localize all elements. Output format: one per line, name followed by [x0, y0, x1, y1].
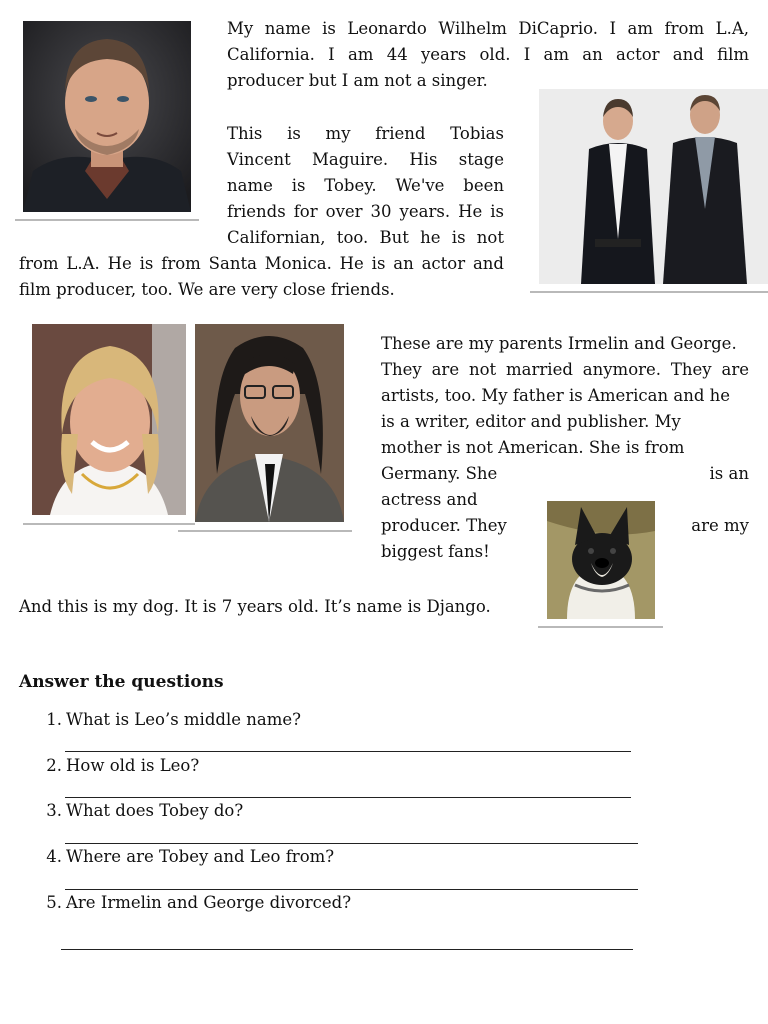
parents-germany-left: Germany. She [381, 464, 498, 483]
answer-line[interactable] [65, 889, 638, 890]
question-number: 5. [46, 893, 62, 912]
intro-line: California. I am 44 years old. I am an actor and film [227, 45, 749, 64]
friend-line: film producer, too. We are very close friends. [19, 280, 395, 299]
parents-line: These are my parents Irmelin and George. [381, 334, 737, 353]
question-text: How old is Leo? [66, 756, 200, 775]
george-father-photo [195, 324, 344, 522]
friend-line: name is Tobey. We've been [227, 176, 504, 195]
friend-paragraph-continued [19, 251, 504, 303]
tobey-and-leo-photo [539, 89, 768, 284]
question-text: What is Leo’s middle name? [66, 710, 301, 729]
question-text: Where are Tobey and Leo from? [66, 847, 335, 866]
parents-line: is a writer, editor and publisher. My [381, 412, 681, 431]
photo-underline [15, 219, 199, 221]
leonardo-portrait-photo [23, 21, 191, 212]
parents-producer-right: are my [691, 516, 749, 535]
intro-paragraph [227, 16, 749, 94]
question-item [38, 710, 301, 729]
photo-underline [23, 523, 195, 525]
parents-line-actress [381, 487, 478, 513]
friend-line: friends for over 30 years. He is [227, 202, 504, 221]
question-number: 1. [46, 710, 62, 729]
parents-paragraph [381, 331, 749, 461]
questions-title: Answer the questions [19, 672, 224, 692]
parents-fans: biggest fans! [381, 542, 490, 561]
friend-line: This is my friend Tobias [227, 124, 504, 143]
parents-line-fans [381, 539, 490, 565]
answer-line[interactable] [65, 843, 638, 844]
answer-line[interactable] [65, 797, 631, 798]
question-item [38, 893, 351, 912]
photo-underline [178, 530, 352, 532]
question-item [38, 801, 243, 820]
intro-line: My name is Leonardo Wilhelm DiCaprio. I am from L.A, [227, 19, 749, 38]
dog-sentence: And this is my dog. It is 7 years old. It’s name is Django. [19, 597, 491, 616]
friend-line: from L.A. He is from Santa Monica. He is an actor and [19, 254, 504, 273]
django-dog-photo [547, 501, 655, 619]
parents-producer-left: producer. They [381, 516, 507, 535]
photo-underline [538, 626, 663, 628]
intro-line: producer but I am not a singer. [227, 71, 488, 90]
question-number: 3. [46, 801, 62, 820]
parents-line: artists, too. My father is American and he [381, 386, 731, 405]
parents-actress: actress and [381, 490, 478, 509]
parents-line: mother is not American. She is from [381, 438, 685, 457]
friend-line: Californian, too. But he is not [227, 228, 504, 247]
answer-line[interactable] [65, 751, 631, 752]
parents-line: They are not married anymore. They are [381, 360, 749, 379]
photo-underline [530, 291, 768, 293]
question-text: Are Irmelin and George divorced? [66, 893, 352, 912]
parents-line-germany [381, 461, 749, 487]
question-number: 4. [46, 847, 62, 866]
question-item [38, 756, 199, 775]
answer-line[interactable] [61, 949, 633, 950]
parents-germany-right: is an [709, 464, 749, 483]
friend-paragraph [227, 121, 504, 251]
question-number: 2. [46, 756, 62, 775]
irmelin-mother-photo [32, 324, 186, 515]
question-item [38, 847, 334, 866]
friend-line: Vincent Maguire. His stage [227, 150, 504, 169]
question-text: What does Tobey do? [66, 801, 244, 820]
